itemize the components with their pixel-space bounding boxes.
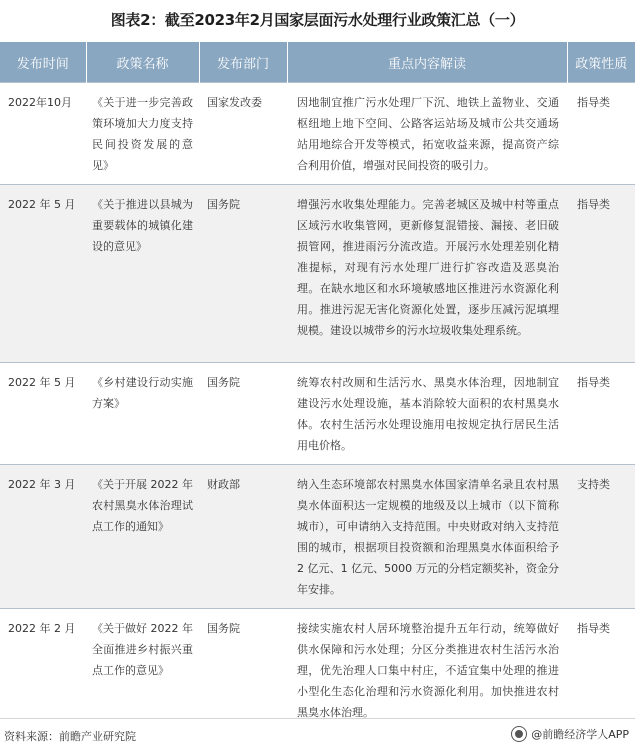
table-row — [0, 363, 635, 465]
cell-nature: 指导类 — [567, 185, 635, 363]
source-note: 资料来源：前瞻产业研究院 — [4, 730, 136, 743]
header-policy-nature: 政策性质 — [567, 42, 635, 83]
cell-nature: 指导类 — [567, 609, 635, 732]
cell-time: 2022年10月 — [0, 83, 86, 185]
table-row — [0, 83, 635, 185]
cell-policy: 《关于进一步完善政策环境加大力度支持民间投资发展的意见》 — [86, 83, 199, 185]
brand-credit — [511, 726, 629, 742]
header-key-content: 重点内容解读 — [287, 42, 567, 83]
cell-policy: 《关于推进以县城为重要载体的城镇化建设的意见》 — [86, 185, 199, 363]
cell-content: 接续实施农村人居环境整治提升五年行动，统筹做好供水保障和污水处理；分区分类推进农村生活污水治理，优先治理人口集中村庄，不适宜集中处理的推进小型化生态化治理和污水资源化利用。加快推进农村黑臭水体治理。 — [287, 609, 567, 732]
header-policy-name: 政策名称 — [86, 42, 199, 83]
cell-policy: 《关于做好 2022 年全面推进乡村振兴重点工作的意见》 — [86, 609, 199, 732]
cell-content: 增强污水收集处理能力。完善老城区及城中村等重点区域污水收集管网，更新修复混错接、漏接、老旧破损管网，推进雨污分流改造。开展污水处理差别化精准提标，对现有污水处理厂进行扩容改造及恶臭治理。在缺水地区和水环境敏感地区推进污水资源化利用。推进污泥无害化资源化处置，逐步压减污泥填埋规模。建设以城带乡的污水垃圾收集处理系统。 — [287, 185, 567, 363]
cell-dept: 国务院 — [199, 609, 287, 732]
cell-time: 2022 年 5 月 — [0, 363, 86, 465]
cell-nature: 指导类 — [567, 83, 635, 185]
cell-dept: 财政部 — [199, 465, 287, 609]
table-row — [0, 465, 635, 609]
cell-dept: 国务院 — [199, 363, 287, 465]
header-release-time: 发布时间 — [0, 42, 86, 83]
brand-text: @前瞻经济学人APP — [531, 728, 629, 741]
cell-policy: 《关于开展 2022 年农村黑臭水体治理试点工作的通知》 — [86, 465, 199, 609]
cell-time: 2022 年 5 月 — [0, 185, 86, 363]
cell-nature: 指导类 — [567, 363, 635, 465]
table-row — [0, 185, 635, 363]
cell-policy: 《乡村建设行动实施方案》 — [86, 363, 199, 465]
table-header-row — [0, 42, 635, 83]
table-row — [0, 609, 635, 732]
footer — [0, 718, 635, 755]
cell-nature: 支持类 — [567, 465, 635, 609]
cell-dept: 国家发改委 — [199, 83, 287, 185]
header-department: 发布部门 — [199, 42, 287, 83]
brand-logo-icon — [511, 726, 527, 742]
chart-title: 图表2：截至2023年2月国家层面污水处理行业政策汇总（一） — [110, 11, 525, 29]
cell-content: 统筹农村改厕和生活污水、黑臭水体治理，因地制宜建设污水处理设施，基本消除较大面积的农村黑臭水体。农村生活污水处理设施用电按规定执行居民生活用电价格。 — [287, 363, 567, 465]
policy-table — [0, 42, 635, 731]
cell-dept: 国务院 — [199, 185, 287, 363]
cell-time: 2022 年 2 月 — [0, 609, 86, 732]
cell-content: 纳入生态环境部农村黑臭水体国家清单名录且农村黑臭水体面积达一定规模的地级及以上城市（以下简称城市），可申请纳入支持范围。中央财政对纳入支持范围的城市，根据项目投资额和治理黑臭水体面积给予 2 亿元、1 亿元、5000 万元的分档定额奖补，资金分年安排。 — [287, 465, 567, 609]
cell-time: 2022 年 3 月 — [0, 465, 86, 609]
cell-content: 因地制宜推广污水处理厂下沉、地铁上盖物业、交通枢纽地上地下空间、公路客运站场及城市公共交通场站用地综合开发等模式，拓宽收益来源，提高资产综合利用价值，增强对民间投资的吸引力。 — [287, 83, 567, 185]
